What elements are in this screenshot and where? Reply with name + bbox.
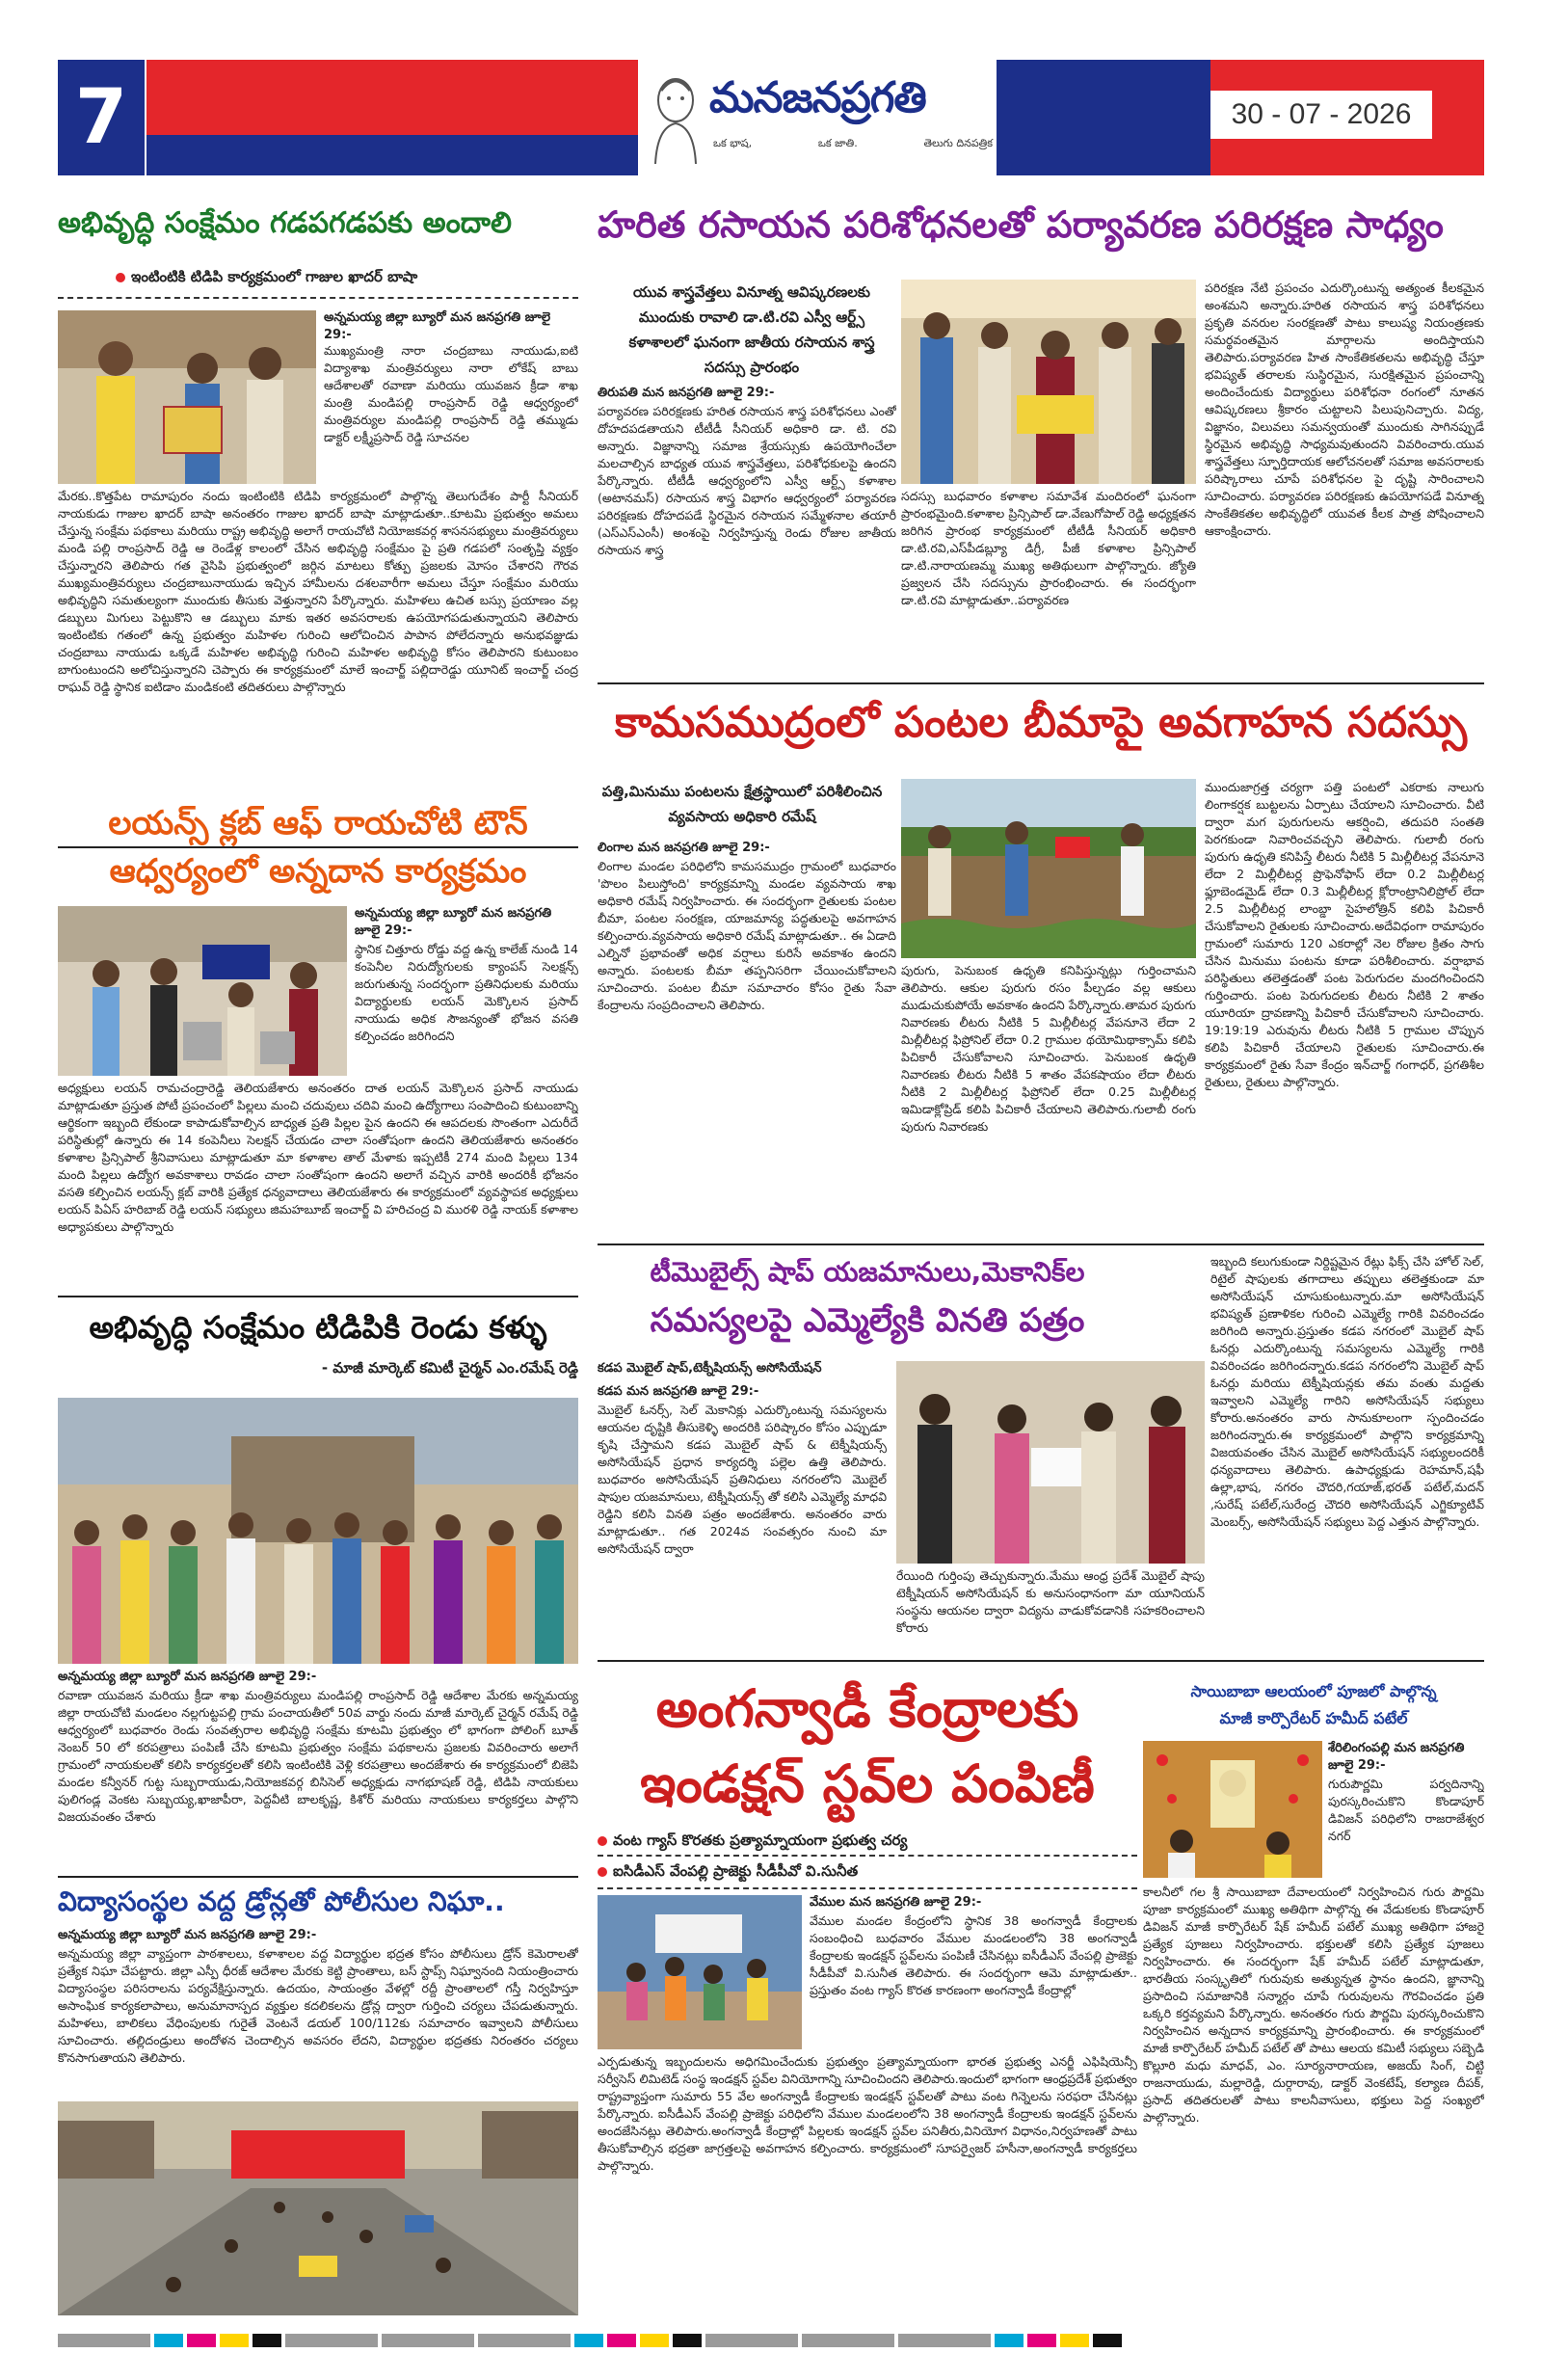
- color-swatch: [382, 2334, 474, 2347]
- a6-column-left: [598, 1384, 887, 1668]
- a2-body-mid: సదస్సు బుధవారం కళాశాల సమావేశ మందిరంలో ఘనంగా ప్రారంభమైంది.కళాశాల ప్రిన్సిపాల్ డా.వేణుగోపాల్ రెడ్డి అధ్యక్షతన జరిగిన ప్రారంభ కార్యక్రమంలో టీటీడీ సీనియర్ అధికారి డా.టి.రవి,ఎస్‌పీడబ్ల్యూ డిగ్రీ, పీజీ కళాశాల ప్రిన్సిపాల్ డా.టి.నారాయణమ్మ ముఖ్య అతిథులుగా పాల్గొన్నారు. జ్యోతి ప్రజ్వలన చేసి సదస్సును ప్రారంభించారు. ఈ సందర్భంగా డా.టి.రవి మాట్లాడుతూ..పర్యావరణ: [901, 489, 1196, 607]
- bullet-icon: [116, 273, 125, 282]
- color-swatch: [898, 2334, 991, 2347]
- a4-photo: [58, 906, 347, 1076]
- a6-body-left: మొబైల్ ఓనర్స్, సెల్ మెకానిక్లు ఎదుర్కొంటున్న సమస్యలను ఆయనల దృష్టికి తీసుకెళ్ళి అందరికి పరిష్కారం కోసం ఎప్పుడూ కృషి చేస్తామని కడప మొబైల్ షాప్ & టెక్నీషియన్స్ అసోసియేషన్ ప్రధాన కార్యదర్శి పల్లెల ఉత్తి తెలిపారు. బుధవారం అసోసియేషన్ ప్రతినిధులు నగరంలోని మొబైల్ షాపుల యజమానులు, టెక్నీషియన్స్ తో కలిసి ఎమ్మెల్యే మాధవి రెడ్డిని కలిసి వినతి పత్రం అందజేశారు. అనంతరం వారు మాట్లాడుతూ.. గత 2024వ సంవత్సరం నుంచి మా అసోసియేషన్ ద్వారా: [598, 1403, 887, 1556]
- page-number: 7: [58, 60, 145, 175]
- a6-headline-line2: సమస్యలపై ఎమ్మెల్యేకి వినతి పత్రం: [650, 1301, 1085, 1340]
- a3-photo-image: [901, 779, 1196, 958]
- a1-column-top: [324, 310, 578, 500]
- a4-headline-line2: ఆధ్వర్యంలో అన్నదాన కార్యక్రమం: [109, 852, 527, 891]
- a5-photo: [58, 1398, 578, 1664]
- color-swatch: [154, 2334, 183, 2347]
- a9-photo-image: [1143, 1741, 1322, 1878]
- a8-byline: వేముల మన జనప్రగతి జూలై 29:-: [810, 1895, 982, 1910]
- masthead: [58, 60, 1484, 175]
- a1-photo-image: [58, 310, 316, 484]
- masthead-blue-bar-left: [146, 135, 638, 175]
- a7-photo: [58, 2101, 578, 2315]
- bullet-icon: [598, 1867, 607, 1877]
- a9-body-side: గురుపౌర్ణమి పర్వదినాన్ని పురస్కరించుకొని కొండాపూర్ డివిజన్ పరిధిలోని రాజరాజేశ్వర నగర్: [1328, 1777, 1484, 1843]
- a7-body: అన్నమయ్య జిల్లా వ్యాప్తంగా పాఠశాలలు, కళాశాలల వద్ద విద్యార్థుల భద్రత కోసం పోలీసులు డ్రోన్ కెమెరాలతో ప్రత్యేక నిఘా చేపట్టారు. జిల్లా ఎస్పీ ధీరజ్ ఆదేశాల మేరకు కెట్టి ప్రాంతాలు, బస్ స్టాప్స్ నిఘ్వానంది నియంత్రించారు విద్యాసంస్థల పరిసరాలను పర్యవేక్షిస్తున్నారు. ఉదయం, సాయంత్రం వేళల్లో రద్దీ ప్రాంతాలలో గస్తీ నిర్వహిస్తూ అసాంఘిక కార్యకలాపాలు, అనుమానాస్పద వ్యక్తుల కదలికలను డ్రోన్ల ద్వారా గుర్తించి చర్యలు చేపడుతున్నారు. మహిళలు, బాలికలు వేధింపులకు గురైతే వెంటనే డయల్ 100/112కు సమాచారం ఇవ్వాలని పోలీసులు సూచించారు. తల్లిదండ్రులు అందోళన చెందాల్సిన అవసరం లేదని, విద్యార్థుల భద్రతకు నిరంతరం చర్యలు కొనసాగుతాయని తెలిపారు.: [58, 1946, 578, 2065]
- a6-photo: [896, 1361, 1205, 1564]
- founder-portrait-icon: [648, 67, 704, 168]
- divider: [58, 1296, 578, 1297]
- a2-kicker: యువ శాస్త్రవేత్తలు వినూత్న ఆవిష్కరణలకు ముందుకు రావాలి డా.టి.రవి ఎస్వీ ఆర్ట్స్ కళాశాలలో ఘనంగా జాతీయ రసాయన శాస్త్ర సదస్సు ప్రారంభం: [628, 283, 875, 376]
- divider: [58, 1876, 578, 1878]
- paper-logo: [638, 60, 997, 175]
- a8-photo-image: [598, 1895, 802, 2049]
- a6-headline-line1: టీమొబైల్స్ షాప్ యజమానులు,మెకానిక్‌ల: [650, 1256, 1085, 1288]
- tagline-left: ఒక భాష,: [713, 137, 753, 149]
- tagline-right: తెలుగు దినపత్రిక: [923, 137, 993, 149]
- color-swatch: [1060, 2334, 1089, 2347]
- color-swatch: [253, 2334, 281, 2347]
- issue-date: 30 - 07 - 2026: [1210, 91, 1432, 139]
- a9-body: కాలనీలో గల శ్రీ సాయిబాబా దేవాలయంలో నిర్వహించిన గురు పౌర్ణమి పూజా కార్యక్రమంలో ముఖ్య అతిథిగా పాల్గొన్న ఈ వేడుకలకు కొండాపూర్ డివిజన్ మాజీ కార్పొరేటర్ షేక్ హమీద్ పటేల్ ముఖ్య అతిథిగా హాజరై ప్రత్యేక పూజలు నిర్వహించారు. భక్తులతో కలిసి ప్రత్యేక పూజలు నిర్వహించారు. ఈ సందర్భంగా షేక్ హమీద్ పటేల్ మాట్లాడుతూ, భారతీయ సంస్కృతిలో గురువుకు అత్యున్నత స్థానం ఉందని, జ్ఞానాన్ని ప్రసాదించి సమాజానికి సన్మార్గం చూపే గురువులను గౌరవించడం ప్రతి ఒక్కరి కర్తవ్యమని పేర్కొన్నారు. అనంతరం గురు పౌర్ణమి పురస్కరించుకొని నిర్వహించిన అన్నదాన కార్యక్రమాన్ని ప్రారంభించారు. ఈ కార్యక్రమంలో మాజీ కార్పొరేటర్ హమీద్ పటేల్ తో పాటు ఆలయ కమిటీ సభ్యులు సబ్బెడి కొల్లూరి మధు మాధవ్, ఎం. సూర్యనారాయణ, అజయ్ సింగ్, చిట్టి రాజనాయుడు, మల్లారెడ్డి, దుర్గారావు, డాక్టర్ వెంకటేష్, కల్యాణ దీపక్, ప్రసాద్ తదితరులతో పాటు కాలనీవాసులు, భక్తులు పెద్ద సంఖ్యలో పాల్గొన్నారు.: [1143, 1885, 1484, 2125]
- a3-byline: లింగాల మన జనప్రగతి జూలై 29:-: [598, 841, 770, 855]
- a1-body-top: ముఖ్యమంత్రి నారా చంద్రబాబు నాయుడు,ఐటి విద్యాశాఖ మంత్రివర్యులు నారా లోకేష్ బాబు ఆదేశాలతో రవాణా మరియు యువజన క్రీడా శాఖ మంత్రి మండిపల్లి రాంప్రసాద్ రెడ్డి ఆధ్వర్యంలో మంత్రివర్యుల మండిపల్లి రాంప్రసాద్ రెడ్డి తమ్ముడు డాక్టర్ లక్ష్మీప్రసాద్ రెడ్డి సూచనల: [324, 343, 578, 444]
- a2-photo-image: [901, 280, 1196, 484]
- paper-name: మనజనప్రగతి: [709, 73, 926, 122]
- a8-column-top: [810, 1895, 1137, 2049]
- a3-body-mid: పురుగు, పెనుబంక ఉధృతి కనిపిస్తున్నట్లు గుర్తించామని తెలిపారు. ఆకుల పురుగు రసం పీల్చడం వల్ల ఆకులు ముడుచుకుపోయే అవకాశం ఉందని పేర్కొన్నారు.తామర పురుగు నివారణకు లీటరు నీటికి 5 మిల్లీలీటర్ల వేపనూనె లేదా 2 మిల్లీలీటర్ల ఫిప్రోనిల్ లేదా 0.2 గ్రాముల థయోమిథాక్సామ్ కలిపి పిచికారీ చేసుకోవాలని సూచించారు. పెనుబంక ఉధృతి నివారణకు లీటరు నీటికి 5 శాతం వేపకషాయం లేదా లీటరు నీటికి 2 మిల్లీలీటర్ల ఫిప్రోనిల్ లేదా 0.25 మిల్లీలీటర్ల ఇమిడాక్లోప్రిడ్ కలిపి పిచికారీ చేయాలని తెలిపారు.గులాబీ రంగు పురుగు నివారణకు: [901, 963, 1196, 1134]
- paper-tagline: [713, 137, 993, 152]
- divider: [598, 1887, 1137, 1889]
- color-swatch: [285, 2334, 378, 2347]
- a4-body-bottom: అధ్యక్షులు లయన్ రామచంద్రారెడ్డి తెలియజేశారు అనంతరం దాత లయన్ మెక్కొలన ప్రసాద్ నాయుడు మాట్లాడుతూ ప్రస్తుత పోటీ ప్రపంచంలో పిల్లలు మంచి చదువులు చదివి మంచి ఉద్యోగాలు సంపాదించి కుటుంబాన్ని ఆర్థికంగా ఇబ్బంది లేకుండా కాపాడుకోవాల్సిన బాధ్యత ప్రతి పిల్లల పైన ఉందని ఈ ఆపదలకు సొంతంగా ఎదురీదే పరిస్థితుల్లో ఉన్నారు ఈ 14 కంపెనీలు సెలక్షన్ చేయడం చాలా సంతోషంగా ఉందని తెలియజేశారు అనంతరం కళాశాల ప్రిన్సిపాల్ శ్రీనివాసులు మాట్లాడుతూ మా కళాశాల తాల్ మేళాకు ఇప్పటికీ 274 మంది పిల్లలు 134 మంది పిల్లలు ఉద్యోగ అవకాశాలు రావడం చాలా సంతోషంగా ఉందని అలాగే వచ్చిన వారికి అందరికీ భోజనం వసతి కల్పించిన లయన్స్ క్లబ్ వారికి ప్రత్యేక ధన్యవాదాలు తెలియజేశారు ఈ కార్యక్రమంలో వ్యవస్థాపక అధ్యక్షులు లయన్ పిఏస్ హరిబాబ్ రెడ్డి లయన్ సభ్యులు జిమహబూబ్ ఇంచార్జ్ వి హరిచంద్ర వి మురళి రెడ్డి నాయక్ కళాశాల అధ్యాపకులు పాల్గొన్నారు: [58, 1081, 578, 1234]
- divider: [598, 1243, 1484, 1245]
- a4-photo-image: [58, 906, 347, 1076]
- divider: [598, 1660, 1484, 1662]
- masthead-red-bar-left: [146, 60, 638, 135]
- color-swatch: [673, 2334, 702, 2347]
- a4-byline: అన్నమయ్య జిల్లా బ్యూరో మన జనప్రగతి జూలై 29:-: [355, 906, 552, 938]
- a1-subhead: ఇంటింటికి టిడిపి కార్యక్రమంలో గాజుల ఖాదర్ బాషా: [116, 268, 578, 289]
- color-swatch: [802, 2334, 894, 2347]
- a9-byline: శేరిలింగంపల్లి మన జనప్రగతి జూలై 29:-: [1328, 1741, 1465, 1773]
- a9-headline-line2: మాజీ కార్పొరేటర్ హమీద్ పటేల్: [1219, 1709, 1408, 1727]
- a6-kicker: కడప మొబైల్ షాప్,టెక్నీషియన్స్ అసోసియేషన్: [598, 1361, 822, 1376]
- color-swatch: [187, 2334, 216, 2347]
- a4-column-side: [355, 906, 578, 1072]
- color-swatch: [1027, 2334, 1056, 2347]
- a1-body-bottom: మేరకు..కొత్తపేట రామాపురం నందు ఇంటింటికి టిడిపి కార్యక్రమంలో పాల్గొన్న తెలుగుదేశం పార్టీ సీనియర్ నాయకుడు గాజుల ఖాదర్ బాషా అనంతరం గాజుల ఖాదర్ బాషా మాట్లాడుతూ..కూటమి ప్రభుత్వం అమలు చేస్తున్న సంక్షేమ పథకాలు మరియు రాష్ట్ర అభివృద్ధి అలాగే రాయచోటి నియోజకవర్గ శాసనసభ్యులు మంత్రివర్యులు మండి పల్లి రాంప్రసాద్ రెడ్డి ఆ రెండేళ్ల కాలంలో చేసిన అభివృద్ధి సంక్షేమం పై ప్రతి గడపలో సంతృప్తి వ్యక్తం చేస్తున్నారని తెలిపారు గత వైసిపి ప్రభుత్వంలో జర్గిన మాటలు కోత్పు ప్రజలకు మోసం చేశారని గౌరవ ముఖ్యమంత్రివర్యులు చంద్రబాబునాయుడు ఇచ్చిన హామీలను దశలవారీగా అమలు చేస్తూ సంక్షేమం మరియు అభివృద్ధిని సమతుల్యంగా ముందుకు తీసుకు వెళ్తున్నారని పేర్కొన్నారు. మహిళలు ఉచిత బస్సు ప్రయాణం వల్ల డబ్బులు మిగులు పెట్టుకొని ఆ డబ్బులు మాకు ఇతర అవసరాలకు ఉపయోగపడుతున్నాయని తెలిపారు ఇంటింటికు గతంలో ఉన్న ప్రభుత్వం మహిళల గురించి ఆలోచించిన పాపాన పోలేదన్నారు అనుభవజ్ఞుడు చంద్రబాబు నాయుడు ఒక్కడే మహిళల అభివృద్ధి గురించి మహిళల అభివృద్ధి కోసం తెలిపారని కుటుంబం బాగుంటుందని అలోచిస్తున్నారని చెప్పారు ఈ కార్యక్రమంలో మాలే ఇంచార్జ్ పల్లిదారెడ్డు యూనిట్ ఇంచార్జ్ చంద్ర రాఘవ్ రెడ్డి స్థానిక ఐటిడాం మండికంటి తదితరులు పాల్గొన్నారు: [58, 489, 578, 694]
- a1-headline: అభివృద్ధి సంక్షేమం గడపగడపకు అందాలి: [58, 206, 512, 240]
- a3-body-left: లింగాల మండల పరిధిలోని కామసముద్రం గ్రామంలో బుధవారం 'పొలం పిలుస్తోంది' కార్యక్రమాన్ని మండల వ్యవసాయ శాఖ అధికారి రమేష్ నిర్వహించారు. ఈ సందర్భంగా రైతులకు పంటల బీమా, పంటల సంరక్షణ, యాజమాన్య పద్ధతులపై అవగాహన కల్పించారు.వ్యవసాయ అధికారి రమేష్ మాట్లాడుతూ.. ఈ ఏడాది ఎల్నినో ప్రభావంతో అధిక వర్షాలు కురిసే అవకాశం ఉందని అన్నారు. పంటలకు బీమా తప్పనిసరిగా చేయించుకోవాలని సూచించారు. పంటల బీమా సమాచారం కోసం రైతు సేవా కేంద్రాలను సంప్రదించాలని తెలిపారు.: [598, 859, 896, 1012]
- a3-headline: కామసముద్రంలో పంటల బీమాపై అవగాహన సదస్సు: [614, 698, 1468, 747]
- a2-photo: [901, 280, 1196, 484]
- a5-byline: అన్నమయ్య జిల్లా బ్యూరో మన జనప్రగతి జూలై 29:-: [58, 1670, 317, 1684]
- a6-photo-image: [896, 1361, 1205, 1564]
- a5-headline: అభివృద్ధి సంక్షేమం టిడిపికి రెండు కళ్ళు: [89, 1309, 547, 1346]
- masthead-blue-bar-right: [997, 60, 1210, 175]
- divider: [598, 1855, 1137, 1857]
- tagline-mid: ఒక జాతి.: [817, 137, 858, 149]
- a9-headline-line1: సాయిబాబా ఆలయంలో పూజలో పాల్గొన్న: [1190, 1682, 1437, 1700]
- color-swatch: [574, 2334, 603, 2347]
- a6-body-mid: రేయింది గుర్తింపు తెచ్చుకున్నారు.మేము ఆంధ్ర ప్రదేశ్ మొబైల్ షాపు టెక్నీషియన్ అసోసియేషన్ కు అనుసంధానంగా మా యూనియన్ సంస్థను ఆయనల ద్వారా విద్యను వాడుకోవడానికి సహకరించాలని కోరారు: [896, 1568, 1205, 1635]
- a4-body-side: స్థానిక చిత్తూరు రోడ్డు వద్ద ఉన్న కాలేజ్ నుండి 14 కంపెనీల నిరుద్యోగులకు క్యాంపస్ సెలక్షన్స్ జరుగుతున్న సందర్భంగా ప్రతినిధులకు మరియు విద్యార్థులకు లయన్ మెక్కొలన ప్రసాద్ నాయుడు అధిక సౌజన్యంతో భోజన వసతి కల్పించడం జరిగిందని: [355, 942, 578, 1043]
- a3-photo: [901, 779, 1196, 958]
- a8-photo: [598, 1895, 802, 2049]
- bullet-icon: [598, 1836, 607, 1846]
- color-registration-strip: [58, 2333, 1484, 2348]
- a9-column-side: [1328, 1741, 1484, 1857]
- color-swatch: [1093, 2334, 1122, 2347]
- a2-headline: హరిత రసాయన పరిశోధనలతో పర్యావరణ పరిరక్షణ సాధ్యం: [598, 203, 1444, 246]
- a6-body-right: ఇబ్బంది కలుగుకుండా నిర్దిష్టమైన రేట్లు ఫిక్స్ చేసి హోల్ సెల్, రిటైల్ షాపులకు తగాదాలు తప్పులు తలెత్తకుండా మా అసోసియేషన్ చూసుకుంటున్నారు.మా అసోసియేషన్ భవిష్యత్ ప్రణాళికల గురించి ఎమ్మెల్యే గారికి వివరించడం జరిగింది అన్నారు.ప్రస్తుతం కడప నగరంలో మొబైల్ షాప్ ఓనర్లు ఎదుర్కొంటున్న సమస్యలను ఎమ్మెల్యే గారికి వివరించడం జరిగిందన్నారు.కడప నగరంలోని మొబైల్ షాప్ ఓనర్లు మరియు టెక్నీషియన్లకు తమ వంతు మద్దతు ఇవ్వాలని ఎమ్మెల్యే గారిని అసోసియేషన్ సభ్యులు కోరారు.అనంతరం వారు సానుకూలంగా స్పందించడం జరిగిందన్నారు.ఈ కార్యక్రమంలో పాల్గొని కార్యక్రమాన్ని విజయవంతం చేసిన మొబైల్ అసోసియేషన్ సభ్యులందరికీ ధన్యవాదాలు తెలిపారు. ఉపాధ్యక్షుడు రెహమాన్,షఫీ ఉల్లా,భాష, నగరం చౌదరి,గయాజ్,భరత్ పటేల్,మదన్ ,సురేష్ పటేల్,సురేంద్ర చౌదరి అసోసియేషన్ ఎగ్జిక్యూటివ్ మెంబర్స్, అసోసియేషన్ సభ్యులు పెద్ద ఎత్తున పాల్గొన్నారు.: [1210, 1254, 1484, 1529]
- color-swatch: [220, 2334, 249, 2347]
- a3-column-left: [598, 841, 896, 1234]
- a7-column: [58, 1928, 578, 2099]
- a8-headline-line1: అంగన్వాడీ కేంద్రాలకు: [655, 1678, 1079, 1739]
- a7-byline: అన్నమయ్య జిల్లా బ్యూరో మన జనప్రగతి జూలై 29:-: [58, 1928, 317, 1942]
- a2-byline: తిరుపతి మన జనప్రగతి జూలై 29:-: [598, 386, 775, 400]
- a8-body-bottom: ఎర్పడుతున్న ఇబ్బందులను అధిగమించేందుకు ప్రభుత్వం ప్రత్యామ్నాయంగా భారత ప్రభుత్వ ఎనర్జీ ఎఫిషియెన్సీ సర్వీసెస్ లిమిటెడ్ సంస్థ ఇండక్షన్ స్టవ్‌ల వినియోగాన్ని సూచించిందని తెలిపారు.ఇందులో భాగంగా ఆంధ్రప్రదేశ్ ప్రభుత్వం రాష్ట్రవ్యాప్తంగా సుమారు 55 వేల అంగన్వాడీ కేంద్రాలకు ఇండక్షన్ స్టవ్‌లతో పాటు వంట గిన్నెలను సరఫరా చేసినట్లు పేర్కొన్నారు. ఐసీడీఎస్ వేంపల్లి ప్రాజెక్టు పరిధిలోని వేముల మండలంలోని 38 అంగన్వాడీ కేంద్రాలకు ఇండక్షన్ స్టవ్‌లను అందజేసినట్లు తెలిపారు.అంగన్వాడీ కేంద్రాల్లో పిల్లలకు ఇండక్షన్ స్టవ్‌ల పనితీరు,వినియోగ విధానం,నిర్వహణతో పాటు తీసుకోవాల్సిన భద్రతా జాగ్రత్తలపై అవగాహన కల్పించారు. కార్యక్రమంలో సూపర్వైజర్ హసీనా,అంగన్వాడీ కార్యకర్తలు పాల్గొన్నారు.: [598, 2054, 1137, 2173]
- a8-body-top: వేముల మండల కేంద్రంలోని స్థానిక 38 అంగన్వాడీ కేంద్రాలకు సంబంధించి బుధవారం వేముల మండలంలోని 38 అంగన్వాడీ కేంద్రాలకు ఇండక్షన్ స్టవ్‌లను పంపిణీ చేసినట్లు ఐసీడీఎస్ వేంపల్లి ప్రాజెక్టు సీడీపీవో వి.సునీత తెలిపారు. ఈ సందర్భంగా ఆమె మాట్లాడుతూ.. ప్రస్తుతం వంట గ్యాస్ కొరత కారణంగా అంగన్వాడీ కేంద్రాల్లో: [810, 1913, 1137, 1997]
- color-swatch: [607, 2334, 636, 2347]
- color-swatch: [995, 2334, 1024, 2347]
- a5-photo-image: [58, 1398, 578, 1664]
- a8-headline-line2: ఇండక్షన్ స్టవ్‌ల పంపిణీ: [640, 1753, 1095, 1814]
- color-swatch: [640, 2334, 669, 2347]
- color-swatch: [478, 2334, 571, 2347]
- a5-subhead: - మాజీ మార్కెట్ కమిటీ చైర్మన్ ఎం.రమేష్ రెడ్డి: [321, 1359, 578, 1377]
- a6-byline: కడప మన జనప్రగతి జూలై 29:-: [598, 1384, 759, 1399]
- a2-column-left: [598, 386, 896, 731]
- divider: [58, 297, 578, 299]
- a2-body-right: పరిరక్షణ నేటి ప్రపంచం ఎదుర్కొంటున్న అత్యంత కీలకమైన అంశమని అన్నారు.హరిత రసాయన శాస్త్ర పరిశోధనలు ప్రకృతి వనరుల సంరక్షణతో పాటు కాలుష్య నియంత్రణకు సమర్థవంతమైన మార్గాలను అందిస్తాయని తెలిపారు.పర్యావరణ హిత సాంకేతికతలను అభివృద్ధి చేస్తూ భవిష్యత్ తరాలకు సుస్థిరమైన, సురక్షితమైన ప్రపంచాన్ని అందించేందుకు విద్యార్థులు పరిశోధనా రంగంలో నూతన ఆవిష్కరణలు శ్రీకారం చుట్టాలని పిలుపునిచ్చారు. విద్య, విజ్ఞానం, విలువలు సమన్వయంతో ముందుకు సాగినప్పుడే స్థిరమైన అభివృద్ధి సాధ్యమవుతుందని వివరించారు.యువ శాస్త్రవేత్తలు స్ఫూర్తిదాయక ఆలోచనలతో సమాజ అవసరాలకు పరిష్కారాలు చూపే పరిశోధనల పై దృష్టి సారించాలని సూచించారు. పర్యావరణ పరిరక్షణకు ఉపయోగపడే వినూత్న సాంకేతికతల అభివృద్ధిలో యువత కీలక పాత్ర పోషించాలని ఆకాంక్షించారు.: [1205, 281, 1484, 538]
- a3-body-right: ముందుజాగ్రత్త చర్యగా పత్తి పంటలో ఎకరాకు నాలుగు లింగాకర్షక బుట్టలను ఏర్పాటు చేయాలని సూచించారు. వీటి ద్వారా మగ పురుగులను ఆకర్షించి, తదుపరి సంతతి పెరగకుండా నివారించవచ్చని తెలిపారు. గులాబీ రంగు పురుగు ఉధృతి కనిపిస్తే లీటరు నీటికి 5 మిల్లీలీటర్ల వేపనూనె లేదా 2 మిల్లీలీటర్ల ప్రొఫెనోఫాస్ లేదా 0.2 మిల్లీలీటర్ల ఫ్లూబెండమైడ్ లేదా 0.3 మిల్లీలీటర్ల క్లోరాంట్రానిలిప్రోల్ లేదా 2.5 మిల్లీలీటర్ల లాంబ్డా సైహలోత్రిన్ కలిపి పిచికారీ చేసుకోవాలని రైతులకు సూచించారు.అదేవిధంగా రామాపురం గ్రామంలో సుమారు 120 ఎకరాల్లో నెల రోజుల క్రితం సాగు చేసిన మినుము పంటను కూడా పరిశీలించారు. వర్షాభావ పరిస్థితులు తలెత్తడంతో పంట పెరుగుదల మందగించిందని గుర్తించారు. పంట పెరుగుదలకు లీటరు నీటికి 2 శాతం యూరియా ద్రావణాన్ని పిచికారీ చేసుకోవాలని సూచించారు. 19:19:19 ఎరువును లీటరు నీటికి 5 గ్రాముల చొప్పున కలిపి పిచికారీ చేయాలని రైతులకు సూచించారు.ఈ కార్యక్రమంలో రైతు సేవా కేంద్రం ఇన్‌చార్జ్ గంగాధర్, ప్రగతిశీల రైతులు, రైతులు పాల్గొన్నారు.: [1205, 780, 1484, 1089]
- a9-photo: [1143, 1741, 1322, 1878]
- a1-byline: అన్నమయ్య జిల్లా బ్యూరో మన జనప్రగతి జూలై 29:-: [324, 310, 551, 342]
- divider: [598, 682, 1484, 684]
- a8-sub1: వంట గ్యాస్ కొరతకు ప్రత్యామ్నాయంగా ప్రభుత్వ చర్య: [598, 1832, 1137, 1853]
- a5-body: రవాణా యువజన మరియు క్రీడా శాఖ మంత్రివర్యులు మండిపల్లి రాంప్రసాద్ రెడ్డి ఆదేశాల మేరకు అన్నమయ్య జిల్లా రాయచోటి మండలం నల్లగుట్టపల్లి గ్రామ పంచాయతీలో 50వ వార్డు నందు మాజీ మార్కెట్ చైర్మన్ రమేష్ రెడ్డి ఆధ్వర్యంలో బుధవారం రెండు సంవత్సరాల అభివృద్ధి సంక్షేమ కూటమి ప్రభుత్వం లో భాగంగా పోలింగ్ బూత్ నెంబర్ 50 లో కరపత్రాలు పంపిణీ చేసి కూటమి ప్రభుత్వం సంక్షేమ పథకాలను ప్రజలకు వివరించారు అలాగే గ్రామంలో నాయకులతో కలిసి కార్యకర్తలతో కలిసి ఇంటింటికి వెళ్లి కరపత్రాలు అందజేశారు ఈ కార్యక్రమంలో బిజెపి మండల కన్వీనర్ గుట్ట సుబ్బరాయుడు,నియోజకవర్గ బిసిసెల్ అధ్యక్షుడు నాగభూషణ్ రెడ్డి, టిడిపి నాయకులు పులిగండ్ల వెంకట సుబ్బయ్య,ఖాజాపీరా, పెద్దవీటి బాలకృష్ణ, కిశోర్ మరియు నాయకులు కార్యకర్తలు పాల్గొని విజయవంతం చేశారు: [58, 1688, 578, 1824]
- color-swatch: [705, 2334, 798, 2347]
- a7-headline: విద్యాసంస్థల వద్ద డ్రోన్లతో పోలీసుల నిఘా..: [58, 1885, 505, 1917]
- a7-photo-image: [58, 2101, 578, 2315]
- a2-body-left: పర్యావరణ పరిరక్షణకు హరిత రసాయన శాస్త్ర పరిశోధనలు ఎంతో దోహదపడతాయని టీటీడీ సీనియర్ అధికారి డా. టి. రవి అన్నారు. విజ్ఞానాన్ని సమాజ శ్రేయస్సుకు ఉపయోగించేలా మలచాల్సిన బాధ్యత యువ శాస్త్రవేత్తలు, పరిశోధకులపై ఉందని పేర్కొన్నారు. టీటీడీ ఆధ్వర్యంలోని ఎస్వీ ఆర్ట్స్ కళాశాల (అటానమస్) రసాయన శాస్త్ర విభాగం ఆధ్వర్యంలో పర్యావరణ పరిరక్షణకు దోహదపడే స్థిరమైన రసాయన సమ్మేళనాల తయారీ (ఎస్ఎస్ఎంసీ) అంశంపై నిర్వహిస్తున్న రెండు రోజుల జాతీయ రసాయన శాస్త్ర: [598, 404, 896, 557]
- a8-sub2: ఐసిడీఎస్ వేంపల్లి ప్రాజెక్టు సీడీపీవో వి.సునీత: [598, 1862, 1137, 1884]
- a4-headline-line1: లయన్స్ క్లబ్ ఆఫ్ రాయచోటి టౌన్: [108, 804, 528, 842]
- a1-photo: [58, 310, 316, 484]
- a3-kicker: పత్తి,మినుము పంటలను క్షేత్రస్థాయిలో పరిశీలించిన వ్యవసాయ అధికారి రమేష్: [601, 783, 883, 825]
- color-swatch: [58, 2334, 150, 2347]
